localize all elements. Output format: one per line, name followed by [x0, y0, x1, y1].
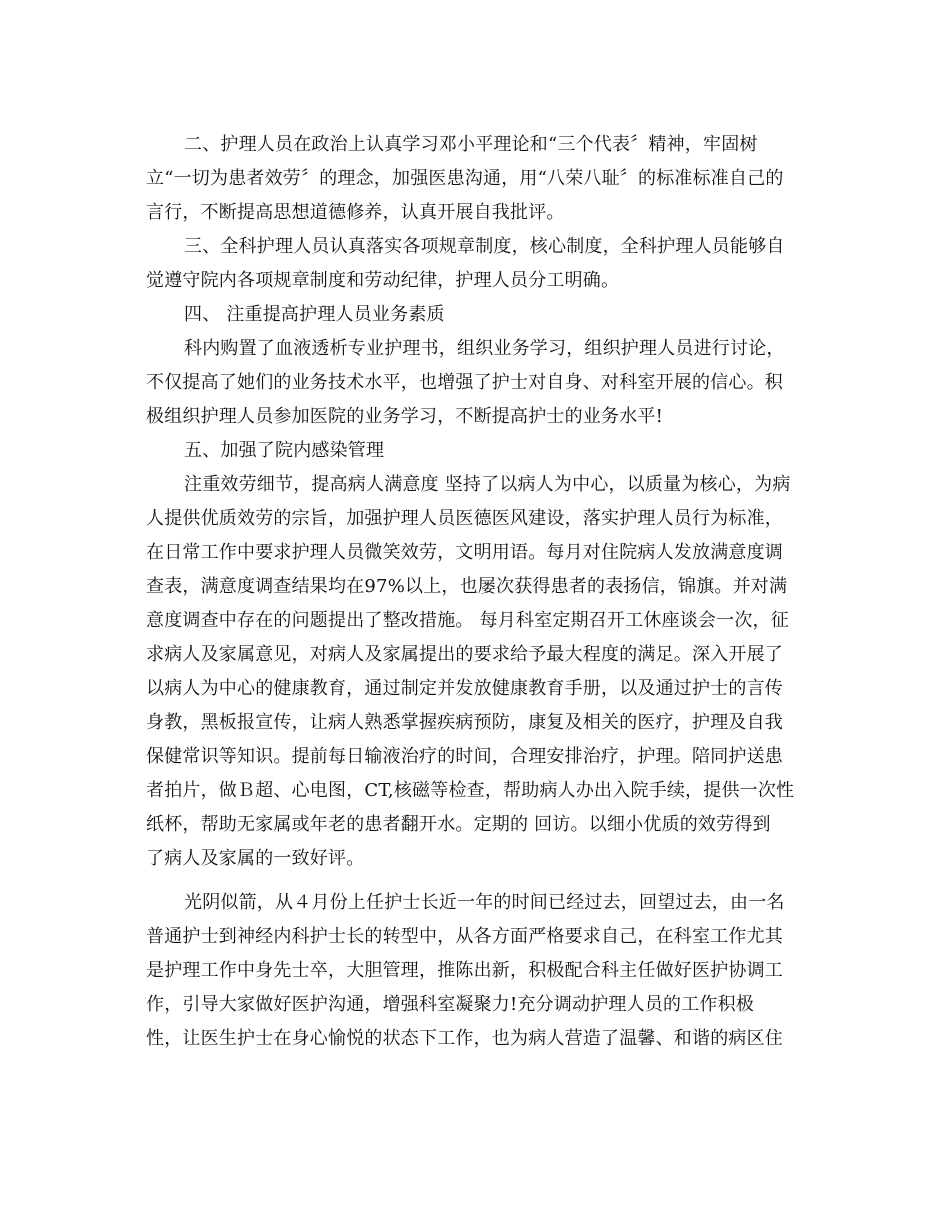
text-line: 科内购置了血液透析专业护理书，组织业务学习，组织护理人员进行讨论，	[184, 338, 785, 359]
text-line: 查表，满意度调查结果均在97%以上，也屡次获得患者的表扬信，锦旗。并对满	[146, 576, 788, 597]
paragraph-gap	[146, 876, 808, 886]
text-line: 了病人及家属的一致好评。	[146, 848, 365, 869]
text-line: 以病人为中心的健康教育，通过制定并发放健康教育手册，以及通过护士的言传	[146, 678, 783, 699]
text-line: 求病人及家属意见，对病人及家属提出的要求给予最大程度的满足。深入开展了	[146, 644, 783, 665]
document-body	[146, 128, 808, 1056]
text-line: 言行，不断提高思想道德修养，认真开展自我批评。	[146, 202, 565, 223]
text-line: 立“一切为患者效劳〞的理念，加强医患沟通，用“八荣八耻〞的标准标准自己的	[146, 168, 784, 189]
text-line: 是护理工作中身先士卒，大胆管理，推陈出新，积极配合科主任做好医护协调工	[146, 960, 783, 981]
text-line: 光阴似箭，从４月份上任护士长近一年的时间已经过去，回望过去，由一名	[184, 892, 785, 913]
text-line: 性，让医生护士在身心愉悦的状态下工作，也为病人营造了温馨、和谐的病区住	[146, 1028, 783, 1049]
text-line: 在日常工作中要求护理人员微笑效劳，文明用语。每月对住院病人发放满意度调	[146, 542, 783, 563]
section-heading: 四、 注重提高护理人员业务素质	[184, 304, 445, 325]
text-line: 作，引导大家做好医护沟通，增强科室凝聚力!充分调动护理人员的工作积极	[146, 994, 755, 1015]
text-line: 三、全科护理人员认真落实各项规章制度，核心制度，全科护理人员能够自	[184, 236, 785, 257]
text-line: 不仅提高了她们的业务技术水平，也增强了护士对自身、对科室开展的信心。积	[146, 372, 783, 393]
text-line: 保健常识等知识。提前每日输液治疗的时间，合理安排治疗，护理。陪同护送患	[146, 746, 783, 767]
text-line: 普通护士到神经内科护士长的转型中，从各方面严格要求自己，在科室工作尤其	[146, 926, 783, 947]
text-line: 身教，黑板报宣传，让病人熟悉掌握疾病预防，康复及相关的医疗，护理及自我	[146, 712, 783, 733]
text-line: 者拍片，做Ｂ超、心电图，CT,核磁等检查，帮助病人办出入院手续，提供一次性	[146, 780, 795, 801]
text-line: 觉遵守院内各项规章制度和劳动纪律，护理人员分工明确。	[146, 270, 620, 291]
text-line: 人提供优质效劳的宗旨，加强护理人员医德医风建设，落实护理人员行为标准，	[146, 508, 783, 529]
text-line: 纸杯，帮助无家属或年老的患者翻开水。定期的 回访。以细小优质的效劳得到	[146, 814, 771, 835]
text-line: 意度调查中存在的问题提出了整改措施。 每月科室定期召开工休座谈会一次，征	[146, 610, 789, 631]
section-heading: 五、加强了院内感染管理	[184, 440, 385, 461]
text-line: 极组织护理人员参加医院的业务学习，不断提高护士的业务水平!	[146, 406, 664, 427]
text-line: 二、护理人员在政治上认真学习邓小平理论和“三个代表〞精神，牢固树	[184, 134, 758, 155]
text-line: 注重效劳细节，提高病人满意度 坚持了以病人为中心，以质量为核心，为病	[184, 474, 791, 495]
